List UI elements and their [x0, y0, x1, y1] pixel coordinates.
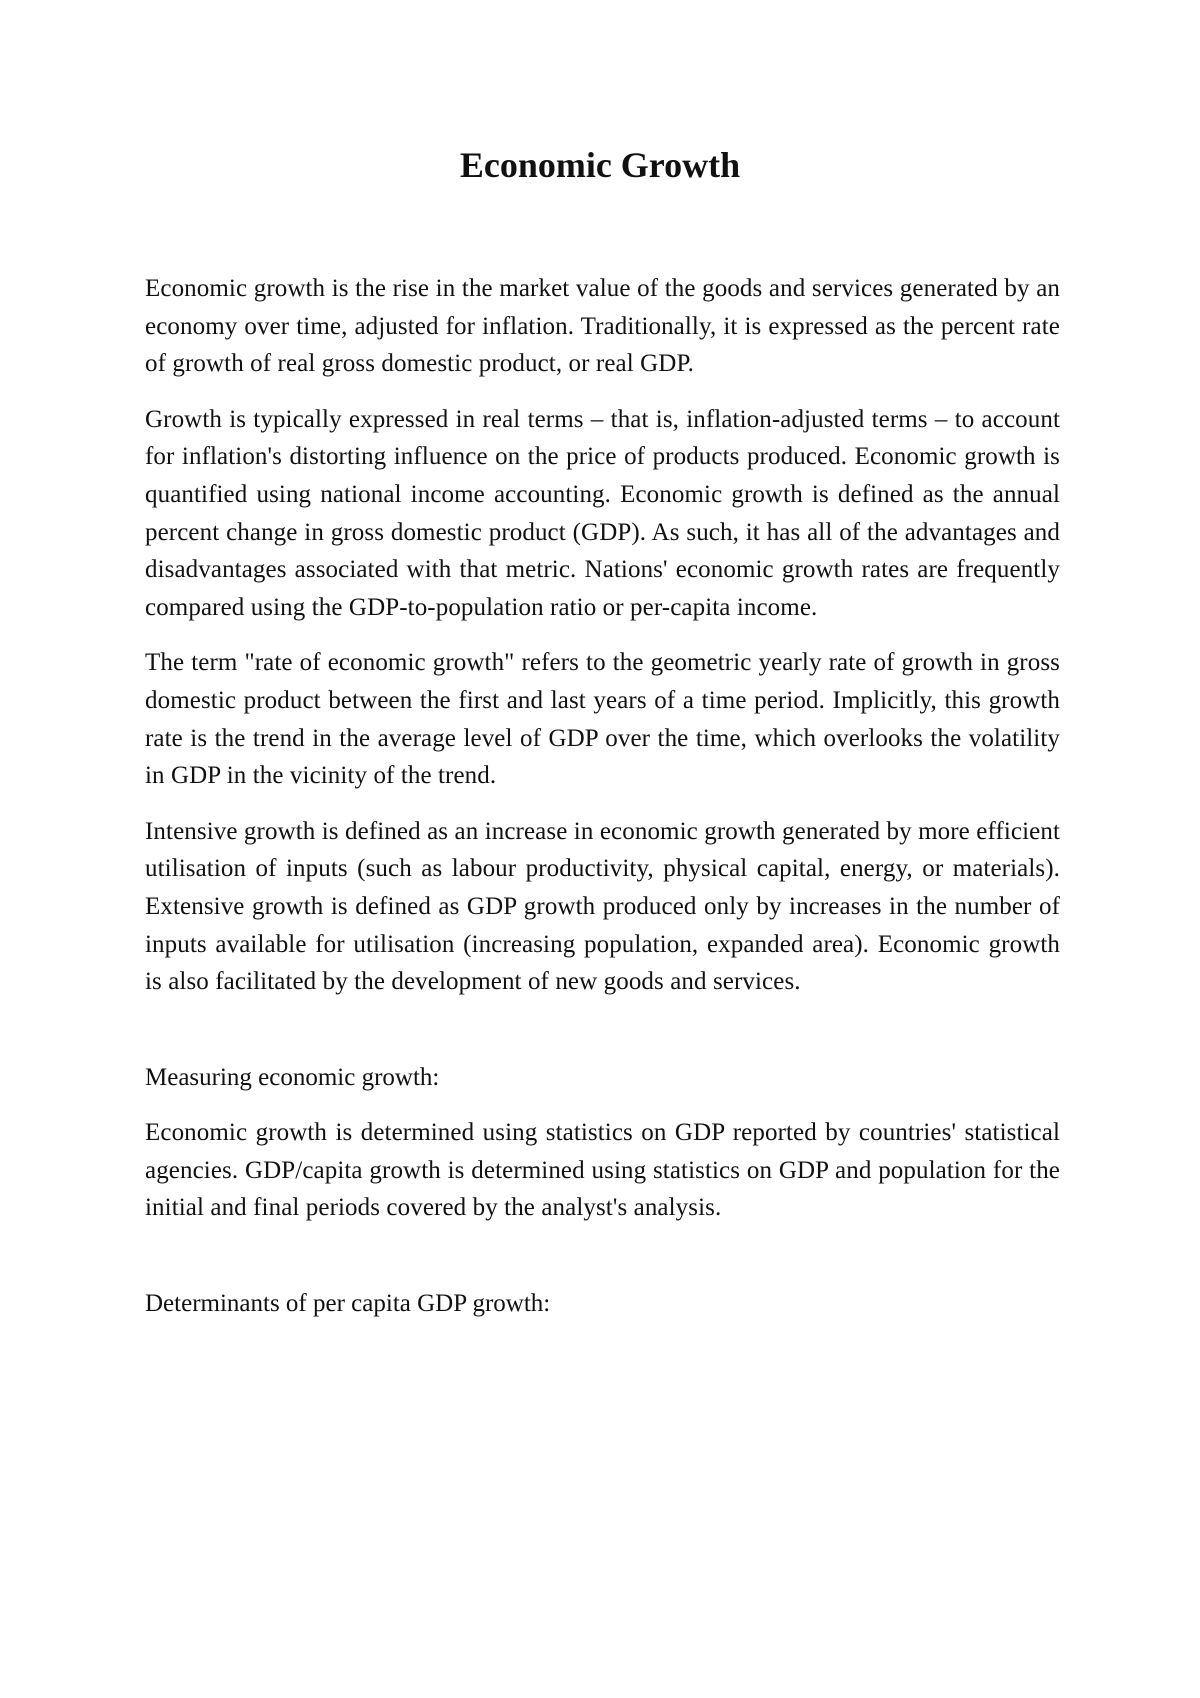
document-body: [145, 270, 1060, 1323]
spacer: [145, 1096, 1060, 1114]
heading-determinants: Determinants of per capita GDP growth:: [145, 1290, 551, 1318]
spacer: [145, 1245, 1060, 1285]
paragraph-growth-rate: The term "rate of economic growth" refers to the geometric yearly rate of growth in gross domestic product between the first and last years of a time period. Implicitly, this growth rate is the trend in the average level of GDP over the time, which overlooks the volatility in GDP in the vicinity of the trend.: [145, 649, 1060, 790]
paragraph-measuring: Economic growth is determined using statistics on GDP reported by countries' statistical agencies. GDP/capita growth is determined using statistics on GDP and population for the initial and final periods covered by the analyst's analysis.: [145, 1119, 1060, 1222]
paragraph-real-terms: Growth is typically expressed in real terms – that is, inflation-adjusted terms – to account for inflation's distorting influence on the price of products produced. Economic growth is quantified using national income accounting. Economic growth is defined as the annual percent change in gross domestic product (GDP). As such, it has all of the advantages and disadvantages associated with that metric. Nations' economic growth rates are frequently compared using the GDP-to-population ratio or per-capita income.: [145, 405, 1060, 621]
paragraph-intensive-extensive: Intensive growth is defined as an increase in economic growth generated by more efficient utilisation of inputs (such as labour productivity, physical capital, energy, or materials). Extensive growth is defined as GDP growth produced only by increases in the number of inputs available for utilisation (increasing population, expanded area). Economic growth is also facilitated by the development of new goods and services.: [145, 817, 1060, 996]
heading-measuring: Measuring economic growth:: [145, 1063, 440, 1091]
document-title: Economic Growth: [459, 145, 741, 185]
paragraph-definition: Economic growth is the rise in the market value of the goods and services generated by an economy over time, adjusted for inflation. Traditionally, it is expressed as the percent rate of growth of real gross domestic product, or real GDP.: [145, 275, 1060, 378]
spacer: [145, 1019, 1060, 1059]
